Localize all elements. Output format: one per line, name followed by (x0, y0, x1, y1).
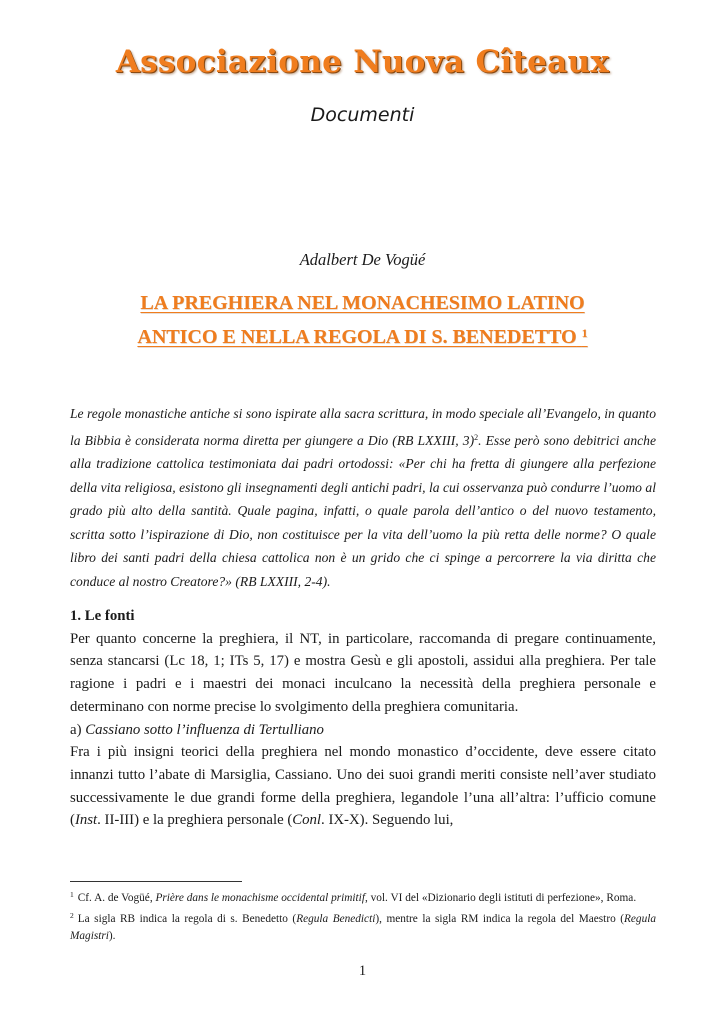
footnote-separator (70, 881, 242, 882)
footnote-2-title-rb: Regula Benedicti (296, 913, 376, 925)
footnotes (70, 886, 656, 945)
footnote-1-part-1: Cf. A. de Vogüé, (77, 892, 156, 904)
section-label: Documenti (310, 104, 415, 126)
organization-masthead: Associazione Nuova Cîteaux (115, 44, 610, 80)
paragraph-cassiano-part-3: . IX-X). Seguendo lui, (321, 812, 454, 829)
paragraph-cassiano-part-2: . II-III) e la preghiera personale ( (97, 812, 293, 829)
article-title (0, 288, 725, 352)
paragraph-cassiano-part-1: Fra i più insigni teorici della preghiera nel mondo monastico d’occidente, deve essere citato innanzi tutto l’abate di Marsiglia, Cassiano. Uno dei suoi grandi meriti consiste nell’aver studiato successivamente le due grandi forme della preghiera, legandole l’una all’altra: l’ufficio comune ( (70, 744, 656, 829)
footnote-1-number: 1 (70, 890, 74, 899)
subsection-prefix: a) (70, 721, 86, 738)
title-footnote-ref[interactable]: 1 (581, 326, 588, 340)
footnote-2-part-2: ), mentre la sigla RM indica la regola del Maestro ( (375, 913, 625, 925)
paragraph-preghiera: Per quanto concerne la preghiera, il NT, in particolare, raccomanda di pregare continuamente, senza stancarsi (Lc 18, 1; ITs 5, 17) e mostra Gesù e gli apostoli, assidui alla preghiera. Per tale ragione i padri e i maestri dei monaci inculcano la necessità della preghiera personale e determinano con norme precise lo svolgimento della preghiera comunitaria. (70, 630, 656, 715)
abstract-text-part-2: . Esse però sono debitrici anche alla tradizione cattolica testimoniata dai padri ortodossi: «Per chi ha fretta di giungere alla perfezione della vita religiosa, esistono gli insegnamenti degli antichi padri, la cui osservanza può condurre l’uomo al grado più alto della santità. Quale pagina, infatti, o quale parola dell’antico o del nuovo testamento, scritta sotto l’ispirazione di Dio, non costituisce per la vita dell’uomo la più retta delle norme? O quale libro dei santi padri della chiesa cattolica non è un grido che ci spinge a percorrere la via diritta che conduce al nostro Creatore?» (RB LXXIII, 2-4). (70, 432, 656, 589)
title-line-2: ANTICO E NELLA REGOLA DI S. BENEDETTO (137, 326, 577, 348)
article-body (70, 605, 656, 832)
footnote-2-part-1: La sigla RB indica la regola di s. Benedetto ( (77, 913, 297, 925)
footnote-1-title: Prière dans le monachisme occidental primitif (155, 892, 365, 904)
abstract-footnote-ref[interactable]: 2 (474, 432, 479, 442)
footnote-2-title-rm: Regula Magistri (70, 913, 657, 942)
footnote-1-part-2: , vol. VI del «Dizionario degli istituti di perfezione», Roma. (364, 892, 637, 904)
page-number: 1 (358, 963, 367, 979)
subsection-title: Cassiano sotto l’influenza di Tertulliano (85, 721, 324, 738)
section-heading-fonti: 1. Le fonti (70, 608, 135, 624)
footnote-2 (70, 907, 656, 945)
subsection-heading-cassiano (70, 719, 656, 742)
article-author: Adalbert De Vogüé (299, 250, 426, 269)
work-title-inst: Inst (74, 812, 98, 829)
paragraph-cassiano (70, 741, 656, 832)
abstract-text-part-1: Le regole monastiche antiche si sono ispirate alla sacra scrittura, in modo speciale all’Evangelo, in quanto la Bibbia è considerata norma diretta per giungere a Dio (RB LXXIII, 3) (70, 406, 656, 448)
footnote-1 (70, 886, 656, 907)
footnote-2-part-3: ). (108, 930, 116, 942)
footnote-2-number: 2 (70, 911, 74, 920)
title-line-1: LA PREGHIERA NEL MONACHESIMO LATINO (140, 292, 585, 314)
article-abstract (70, 402, 656, 593)
work-title-conl: Conl (292, 812, 322, 829)
